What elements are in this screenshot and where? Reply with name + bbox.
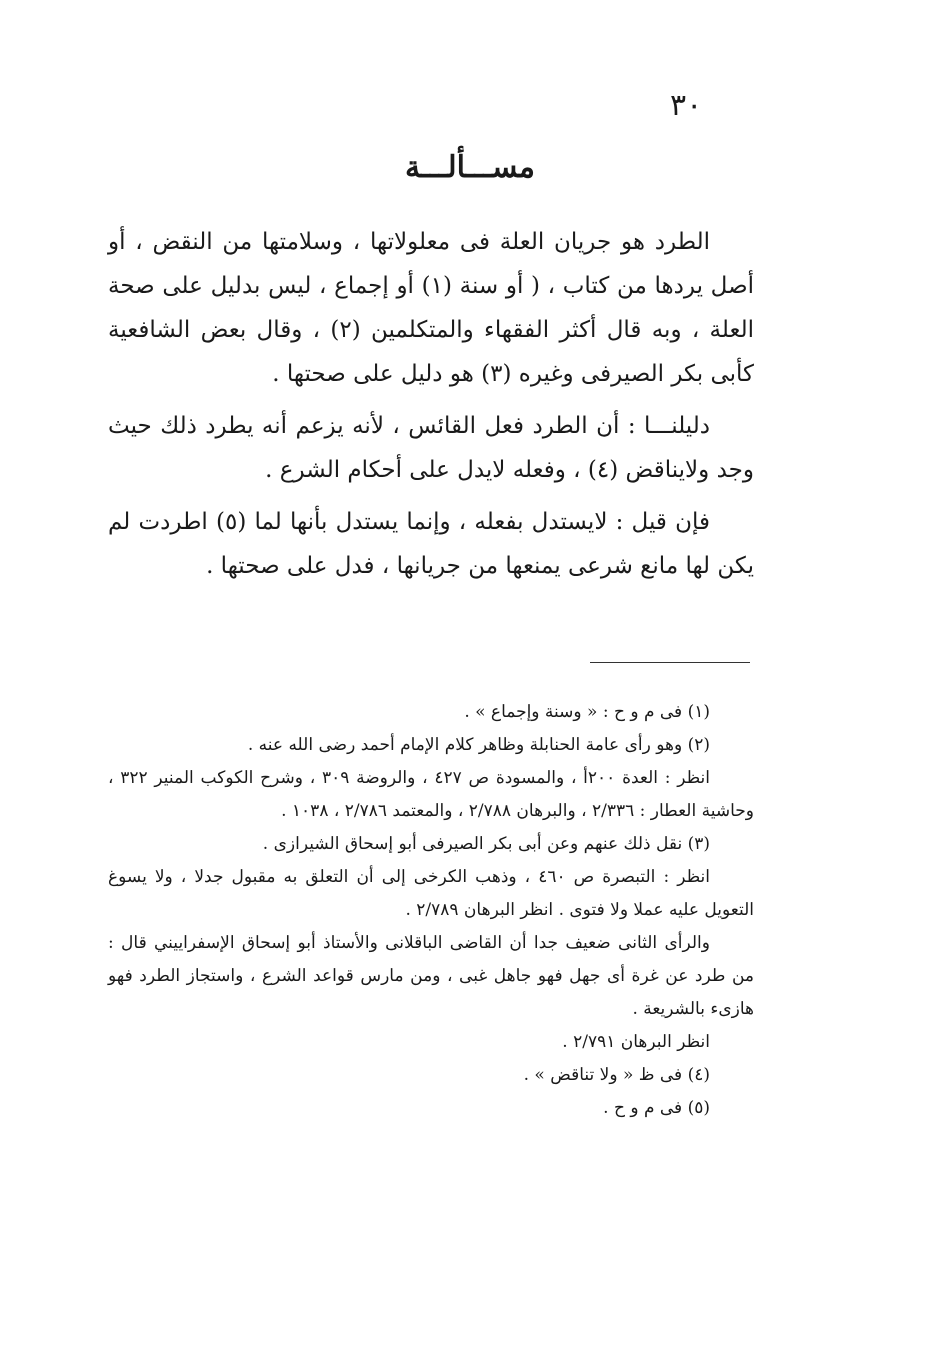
footnote: (٤) فى ظ « ولا تناقض » .: [523, 1065, 710, 1085]
footnote: (٢) وهو رأى عامة الحنابلة وظاهر كلام الإمام أحمد رضى الله عنه .: [247, 735, 710, 755]
footnote: (٥) فى م و ح .: [603, 1098, 710, 1118]
section-title: مســـألـــة: [405, 150, 535, 185]
footnote-divider: [590, 662, 750, 663]
page-number: ٣٠: [670, 88, 703, 123]
footnote: (٣) نقل ذلك عنهم وعن أبى بكر الصيرفى أبو إسحاق الشيرازى .: [262, 834, 710, 854]
footnote-continuation: انظر : العدة ٢٠٠أ ، والمسودة ص ٤٢٧ ، والروضة ٣٠٩ ، وشرح الكوكب المنير ٣٢٢ ، وحاشية العطار : ٢/٣٣٦ ، والبرهان ٢/٧٨٨ ، والمعتمد ٢/٧٨٦ ، ١٠٣٨ .: [108, 768, 754, 821]
main-text: [108, 220, 754, 596]
paragraph: فإن قيل : لايستدل بفعله ، وإنما يستدل بأنها لما (٥) اطردت لم يكن لها مانع شرعى يمنعها من جريانها ، فدل على صحتها .: [108, 509, 754, 579]
footnote-continuation: انظر البرهان ٢/٧٩١ .: [562, 1032, 710, 1052]
footnote-continuation: والرأى الثانى ضعيف جدا أن القاضى الباقلانى والأستاذ أبو إسحاق الإسفراييني قال : من طرد عن غرة أى جهل فهو جاهل غبى ، ومن مارس قواعد الشرع ، واستجاز الطرد فهو هازىء بالشريعة .: [108, 933, 754, 1019]
footnotes: [108, 696, 754, 1125]
paragraph: دليلنـــا : أن الطرد فعل القائس ، لأنه يزعم أنه يطرد ذلك حيث وجد ولايناقض (٤) ، وفعله لايدل على أحكام الشرع .: [108, 413, 754, 483]
footnote: (١) فى م و ح : « وسنة وإجماع » .: [464, 702, 710, 722]
paragraph: الطرد هو جريان العلة فى معلولاتها ، وسلامتها من النقض ، أو أصل يردها من كتاب ، ( أو سنة (١) أو إجماع ، ليس بدليل على صحة العلة ، وبه قال أكثر الفقهاء والمتكلمين (٢) ، وقال بعض الشافعية كأبى بكر الصيرفى وغيره (٣) هو دليل على صحتها .: [108, 229, 754, 387]
footnote-continuation: انظر : التبصرة ص ٤٦٠ ، وذهب الكرخى إلى أن التعلق به مقبول جدلا ، ولا يسوغ التعويل عليه عملا ولا فتوى . انظر البرهان ٢/٧٨٩ .: [108, 867, 754, 920]
